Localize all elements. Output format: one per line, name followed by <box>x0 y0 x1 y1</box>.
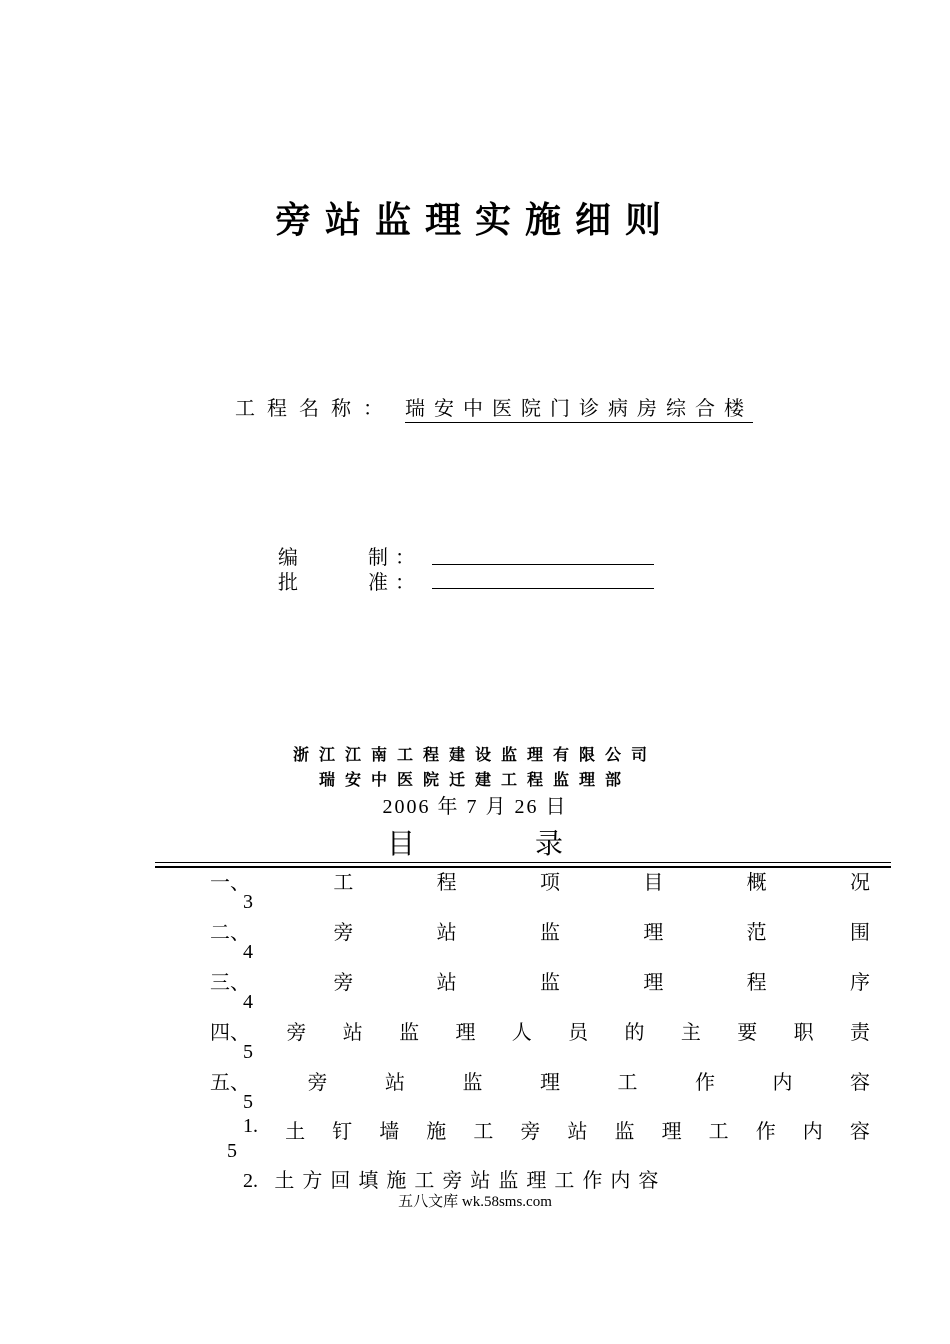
toc-entry-char: 旁 <box>333 920 354 944</box>
toc-entry-char: 职 <box>793 1020 814 1044</box>
compiler-char2: 制 <box>368 545 388 569</box>
toc-subentry-label: 土方回填施工旁站监理工作内容 <box>274 1168 667 1192</box>
toc-entry-char: 作 <box>755 1119 776 1143</box>
toc-entry-char: 目 <box>643 870 664 894</box>
project-name-label: 工程名称： <box>235 396 395 420</box>
toc-subentry-page: 5 <box>227 1140 237 1162</box>
company-name: 浙江江南工程建设监理有限公司 <box>292 745 657 764</box>
toc-entry-char: 理 <box>643 920 664 944</box>
toc-entry-number: 四、 <box>210 1020 250 1044</box>
toc-subentry[interactable] <box>243 1164 666 1193</box>
toc-entry-char: 理 <box>661 1119 682 1143</box>
document-date: 2006 年 7 月 26 日 <box>382 796 568 818</box>
project-name-value: 瑞安中医院门诊病房综合楼 <box>405 392 753 423</box>
toc-entry-char: 工 <box>473 1119 494 1143</box>
toc-entry-char: 容 <box>849 1119 870 1143</box>
compiler-char1: 编 <box>278 545 298 569</box>
toc-entry-char: 况 <box>849 870 870 894</box>
toc-entry[interactable] <box>210 1066 870 1095</box>
toc-entry-number: 二、 <box>210 920 250 944</box>
toc-entry-char: 施 <box>426 1119 447 1143</box>
toc-entry-char: 监 <box>614 1119 635 1143</box>
toc-divider <box>155 862 891 863</box>
toc-entry-page: 4 <box>243 991 253 1013</box>
toc-heading <box>0 822 950 862</box>
toc-entry-char: 范 <box>746 920 767 944</box>
toc-entry-char: 要 <box>737 1020 758 1044</box>
toc-entry-char: 旁 <box>333 970 354 994</box>
toc-entry-char: 概 <box>746 870 767 894</box>
toc-entry-number: 三、 <box>210 970 250 994</box>
toc-entry-char: 理 <box>643 970 664 994</box>
toc-entry-char: 工 <box>708 1119 729 1143</box>
toc-entry-char: 站 <box>385 1070 405 1094</box>
toc-entry-number: 一、 <box>210 870 250 894</box>
toc-entry-number: 五、 <box>210 1070 250 1094</box>
toc-entry-char: 理 <box>540 1070 560 1094</box>
toc-entry-char: 项 <box>539 870 560 894</box>
toc-entry-char: 监 <box>399 1020 420 1044</box>
approver-char2: 准 <box>368 570 388 594</box>
toc-entry-char: 程 <box>746 970 767 994</box>
toc-entry-char: 旁 <box>307 1070 328 1094</box>
toc-heading-a: 目 <box>386 827 415 860</box>
toc-entry-page: 4 <box>243 941 253 963</box>
approver-char1: 批 <box>278 570 298 594</box>
toc-entry-char: 序 <box>849 970 870 994</box>
toc-entry[interactable] <box>210 916 870 945</box>
document-title: 旁站监理实施细则 <box>274 200 675 241</box>
toc-entry-char: 主 <box>680 1020 701 1044</box>
toc-entry-char: 员 <box>568 1020 589 1044</box>
toc-entry-char: 墙 <box>379 1119 400 1143</box>
footer-watermark: 五八文库 wk.58sms.com <box>398 1194 552 1210</box>
toc-subentry-number: 1. <box>243 1115 258 1137</box>
approver-signature-line <box>432 570 654 589</box>
toc-entry-char: 监 <box>539 920 560 944</box>
approver-colon: ： <box>395 570 415 594</box>
compiler-signature-line <box>432 546 654 565</box>
toc-heading-b: 录 <box>535 827 564 860</box>
toc-entry-page: 3 <box>243 891 253 913</box>
toc-entry-char: 容 <box>850 1070 870 1094</box>
toc-entry-page: 5 <box>243 1041 253 1063</box>
toc-subentry[interactable] <box>243 1115 870 1144</box>
toc-entry-char: 监 <box>462 1070 483 1094</box>
toc-entry-char: 工 <box>333 870 354 894</box>
toc-entry[interactable] <box>210 1016 870 1045</box>
project-department: 瑞安中医院迁建工程监理部 <box>318 770 631 789</box>
toc-entry-page: 5 <box>243 1091 253 1113</box>
toc-entry-char: 内 <box>772 1070 793 1094</box>
toc-entry-char: 作 <box>695 1070 715 1094</box>
toc-entry-char: 内 <box>802 1119 823 1143</box>
toc-entry-char: 围 <box>849 920 870 944</box>
compiler-colon: ： <box>395 545 415 569</box>
toc-entry-char: 的 <box>624 1020 645 1044</box>
toc-subentry-number: 2. <box>243 1170 258 1192</box>
toc-entry-char: 工 <box>617 1070 638 1094</box>
approver-label <box>278 566 422 595</box>
toc-entry-char: 站 <box>436 920 457 944</box>
toc-entry-char: 人 <box>511 1020 532 1044</box>
toc-entry-char: 责 <box>849 1020 870 1044</box>
toc-entry[interactable] <box>210 866 870 895</box>
toc-entry-char: 土 <box>285 1119 306 1143</box>
toc-entry-char: 钉 <box>332 1119 353 1143</box>
toc-entry-char: 旁 <box>520 1119 541 1143</box>
toc-entry-char: 旁 <box>286 1020 307 1044</box>
toc-entry-char: 站 <box>342 1020 363 1044</box>
toc-entry-char: 站 <box>436 970 457 994</box>
toc-entry-char: 程 <box>436 870 457 894</box>
toc-entry-char: 监 <box>539 970 560 994</box>
toc-entry-char: 站 <box>567 1119 588 1143</box>
toc-entry[interactable] <box>210 966 870 995</box>
toc-entry-char: 理 <box>455 1020 476 1044</box>
